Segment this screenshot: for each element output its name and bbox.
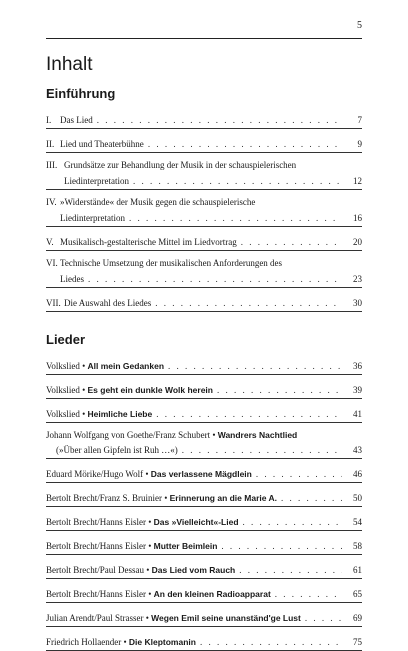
separator-bullet: • xyxy=(79,385,88,395)
separator-bullet: • xyxy=(79,409,88,419)
entry-page: 30 xyxy=(353,298,362,308)
entry-title xyxy=(46,493,277,503)
toc-entry[interactable] xyxy=(46,251,362,288)
page-number: 5 xyxy=(357,20,362,31)
dot-leader xyxy=(305,613,342,623)
song-title: Mutter Beimlein xyxy=(153,541,218,551)
header-rule xyxy=(46,38,362,39)
separator-bullet: • xyxy=(145,517,154,527)
dot-leader xyxy=(168,361,342,371)
toc-row xyxy=(46,271,362,287)
dot-leader xyxy=(97,115,342,125)
entry-title xyxy=(46,637,196,647)
song-author: Bertolt Brecht/Paul Dessau xyxy=(46,565,144,575)
toc-entry[interactable] xyxy=(46,459,362,483)
entry-title xyxy=(46,361,164,371)
song-author: Volkslied xyxy=(46,385,80,395)
entry-page: 36 xyxy=(353,361,362,371)
entry-title: Liedinterpretation xyxy=(64,176,129,186)
entry-page: 23 xyxy=(353,274,362,284)
song-title: Die Kleptomanin xyxy=(128,637,196,647)
toc-entry[interactable] xyxy=(46,129,362,153)
entry-title: Das Lied xyxy=(60,115,93,125)
toc-row xyxy=(46,483,362,506)
separator-bullet: • xyxy=(145,589,154,599)
song-title: Das verlassene Mägdlein xyxy=(150,469,252,479)
dot-leader xyxy=(241,237,342,247)
song-author: Friedrich Hollaender xyxy=(46,637,122,647)
toc-entry[interactable] xyxy=(46,153,362,190)
toc-entry[interactable] xyxy=(46,105,362,129)
entry-title xyxy=(46,565,235,575)
entry-page: 39 xyxy=(353,385,362,395)
dot-leader xyxy=(243,517,342,527)
entry-title xyxy=(46,517,239,527)
toc-entry[interactable] xyxy=(46,507,362,531)
dot-leader xyxy=(129,213,342,223)
entry-page: 43 xyxy=(353,445,362,455)
song-author: Johann Wolfgang von Goethe/Franz Schubert xyxy=(46,430,211,440)
entry-number: II. xyxy=(46,139,55,149)
toc-row xyxy=(46,531,362,554)
section-heading-einfuehrung: Einführung xyxy=(46,86,116,101)
entry-page: 16 xyxy=(353,213,362,223)
song-author: Volkslied xyxy=(46,409,80,419)
entry-page: 54 xyxy=(353,517,362,527)
entry-title xyxy=(46,385,213,395)
entry-title: »Widerstände« der Musik gegen die schauspielerische xyxy=(60,197,256,207)
toc-entry[interactable] xyxy=(46,579,362,603)
dot-leader xyxy=(155,298,342,308)
song-author: Bertolt Brecht/Hanns Eisler xyxy=(46,517,146,527)
toc-row xyxy=(46,375,362,398)
dot-leader xyxy=(148,139,342,149)
toc-entry[interactable] xyxy=(46,483,362,507)
dot-leader xyxy=(221,541,342,551)
toc-entry[interactable] xyxy=(46,351,362,375)
toc-entry[interactable] xyxy=(46,531,362,555)
einfuehrung-list xyxy=(46,105,362,312)
entry-page: 58 xyxy=(353,541,362,551)
entry-title xyxy=(46,589,271,599)
entry-page: 75 xyxy=(353,637,362,647)
entry-page: 69 xyxy=(353,613,362,623)
entry-title: Lied und Theaterbühne xyxy=(60,139,144,149)
entry-title: Technische Umsetzung der musikalischen Anforderungen des xyxy=(60,258,283,268)
toc-row xyxy=(46,399,362,422)
song-title: Wegen Emil seine unanständ'ge Lust xyxy=(151,613,301,623)
entry-title xyxy=(46,409,152,419)
entry-number: VI. xyxy=(46,258,58,268)
entry-subtitle: (»Über allen Gipfeln ist Ruh …«) xyxy=(56,445,178,455)
toc-row xyxy=(46,227,362,250)
song-title: Wandrers Nachtlied xyxy=(217,430,298,440)
toc-row xyxy=(46,190,362,210)
entry-number: I. xyxy=(46,115,52,125)
entry-page: 41 xyxy=(353,409,362,419)
toc-row xyxy=(46,603,362,626)
song-title: Erinnerung an die Marie A. xyxy=(169,493,278,503)
toc-row xyxy=(46,105,362,128)
entry-title: Liedes xyxy=(60,274,84,284)
song-title: Das »Vielleicht«-Lied xyxy=(153,517,239,527)
toc-content xyxy=(46,54,362,651)
toc-entry[interactable] xyxy=(46,190,362,227)
entry-number: V. xyxy=(46,237,54,247)
dot-leader xyxy=(239,565,342,575)
entry-number: IV. xyxy=(46,197,57,207)
toc-entry[interactable] xyxy=(46,399,362,423)
toc-row xyxy=(46,173,362,189)
song-author: Bertolt Brecht/Hanns Eisler xyxy=(46,589,146,599)
separator-bullet: • xyxy=(121,637,129,647)
song-author: Bertolt Brecht/Hanns Eisler xyxy=(46,541,146,551)
entry-page: 46 xyxy=(353,469,362,479)
toc-row xyxy=(46,210,362,226)
toc-row xyxy=(46,459,362,482)
toc-entry[interactable] xyxy=(46,627,362,651)
toc-row xyxy=(46,555,362,578)
separator-bullet: • xyxy=(79,361,88,371)
entry-title xyxy=(46,541,217,551)
song-title: Das Lied vom Rauch xyxy=(151,565,236,575)
song-author: Julian Arendt/Paul Strasser xyxy=(46,613,144,623)
entry-title xyxy=(46,613,301,623)
entry-title xyxy=(46,430,297,440)
entry-title: Liedinterpretation xyxy=(60,213,125,223)
separator-bullet: • xyxy=(210,430,218,440)
toc-entry[interactable] xyxy=(46,423,362,459)
entry-page: 12 xyxy=(353,176,362,186)
song-title: Heimliche Liebe xyxy=(87,409,153,419)
separator-bullet: • xyxy=(143,565,152,575)
lieder-list xyxy=(46,351,362,651)
entry-title: Die Auswahl des Liedes xyxy=(64,298,152,308)
toc-row xyxy=(46,351,362,374)
entry-page: 20 xyxy=(353,237,362,247)
entry-page: 7 xyxy=(357,115,362,125)
toc-row xyxy=(46,507,362,530)
song-title: Es geht ein dunkle Wolk herein xyxy=(87,385,213,395)
toc-row xyxy=(46,153,362,173)
toc-row xyxy=(46,129,362,152)
toc-row xyxy=(46,423,362,442)
song-title: An den kleinen Radioapparat xyxy=(153,589,271,599)
page-title: Inhalt xyxy=(46,54,93,75)
toc-row xyxy=(46,579,362,602)
entry-page: 65 xyxy=(353,589,362,599)
toc-row xyxy=(46,251,362,271)
toc-entry[interactable] xyxy=(46,227,362,251)
song-author: Bertolt Brecht/Franz S. Bruinier xyxy=(46,493,162,503)
toc-row xyxy=(46,288,362,311)
entry-title xyxy=(46,469,252,479)
toc-entry[interactable] xyxy=(46,375,362,399)
entry-title: Musikalisch-gestalterische Mittel im Liedvortrag xyxy=(60,237,237,247)
entry-title: Grundsätze zur Behandlung der Musik in der schauspielerischen xyxy=(64,160,297,170)
song-author: Volkslied xyxy=(46,361,80,371)
dot-leader xyxy=(281,493,342,503)
separator-bullet: • xyxy=(143,613,152,623)
dot-leader xyxy=(275,589,342,599)
dot-leader xyxy=(217,385,342,395)
dot-leader xyxy=(133,176,342,186)
toc-entry[interactable] xyxy=(46,603,362,627)
entry-page: 61 xyxy=(353,565,362,575)
toc-row xyxy=(46,627,362,650)
song-title: All mein Gedanken xyxy=(87,361,165,371)
dot-leader xyxy=(156,409,342,419)
entry-page: 50 xyxy=(353,493,362,503)
entry-number: III. xyxy=(46,160,58,170)
entry-number: VII. xyxy=(46,298,61,308)
separator-bullet: • xyxy=(145,541,154,551)
separator-bullet: • xyxy=(161,493,170,503)
dot-leader xyxy=(182,445,342,455)
dot-leader xyxy=(88,274,342,284)
dot-leader xyxy=(256,469,342,479)
toc-entry[interactable] xyxy=(46,555,362,579)
song-author: Eduard Mörike/Hugo Wolf xyxy=(46,469,144,479)
dot-leader xyxy=(200,637,342,647)
entry-page: 9 xyxy=(357,139,362,149)
toc-entry[interactable] xyxy=(46,288,362,312)
section-heading-lieder: Lieder xyxy=(46,332,86,347)
toc-row xyxy=(46,442,362,458)
separator-bullet: • xyxy=(143,469,151,479)
